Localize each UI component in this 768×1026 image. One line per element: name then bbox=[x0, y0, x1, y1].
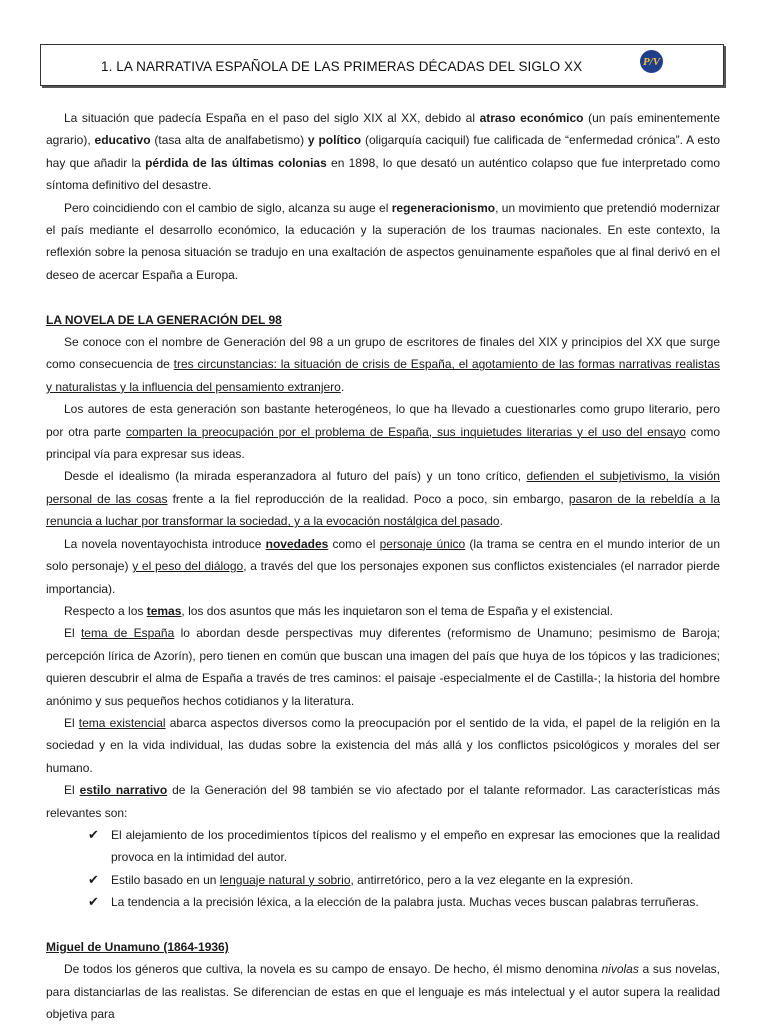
list-item: ✔ El alejamiento de los procedimientos típicos del realismo y el empeño en expresar las emociones que la realidad provoca en la intimidad del autor. bbox=[46, 824, 720, 869]
paragraph: El tema de España lo abordan desde perspectivas muy diferentes (reformismo de Unamuno; pesimismo de Baroja; percepción lírica de Azorín), pero tienen en común que buscan una imagen del país que huya de los tópicos y las tradiciones; quieren descubrir el alma de España a través de tres caminos: el paisaje -especialmente el de Castilla-; la historia del hombre anónimo y sus pequeños hechos cotidianos y la literatura. bbox=[46, 626, 720, 708]
paragraph: Respecto a los temas, los dos asuntos que más les inquietaron son el tema de España y el existencial. bbox=[64, 603, 613, 618]
paragraph: El tema existencial abarca aspectos diversos como la preocupación por el sentido de la vida, el papel de la religión en la sociedad y en la vida individual, las dudas sobre la existencia del más allá y los conflictos psicológicos y morales del ser humano. bbox=[46, 715, 720, 775]
section-heading: Miguel de Unamuno (1864-1936) bbox=[46, 940, 229, 954]
list-item: ✔ Estilo basado en un lenguaje natural y sobrio, antirretórico, pero a la vez elegante en la expresión. bbox=[46, 869, 720, 891]
page-title: 1. LA NARRATIVA ESPAÑOLA DE LAS PRIMERAS DÉCADAS DEL SIGLO XX bbox=[101, 59, 583, 74]
checklist bbox=[46, 824, 720, 914]
paragraph: Desde el idealismo (la mirada esperanzadora al futuro del país) y un tono crítico, defienden el subjetivismo, la visión personal de las cosas frente a la fiel reproducción de la realidad. Poco a poco, sin embargo, pasaron de la rebeldía a la renuncia a luchar por transformar la sociedad, y a la evocación nostálgica del pasado. bbox=[46, 469, 720, 529]
paragraph: Se conoce con el nombre de Generación del 98 a un grupo de escritores de finales del XIX y principios del XX que surge como consecuencia de tres circunstancias: la situación de crisis de España, el agotamiento de las formas narrativas realistas y naturalistas y la influencia del pensamiento extranjero. bbox=[46, 335, 721, 394]
paragraph: Pero coincidiendo con el cambio de siglo, alcanza su auge el regeneracionismo, un movimiento que pretendió modernizar el país mediante el desarrollo económico, la educación y la superación de los traumas nacionales. En este contexto, la reflexión sobre la penosa situación se tradujo en una exaltación de aspectos genuinamente españoles que al final derivó en el deseo de acercar España a Europa. bbox=[46, 200, 720, 282]
title-box bbox=[40, 44, 724, 86]
paragraph: De todos los géneros que cultiva, la novela es su campo de ensayo. De hecho, él mismo denomina nivolas a sus novelas, para distanciarlas de las realistas. Se diferencian de estas en que el lenguaje es más intelectual y el autor supera la realidad objetiva para bbox=[46, 962, 720, 1022]
logo: P/V bbox=[640, 50, 663, 73]
section-heading: LA NOVELA DE LA GENERACIÓN DEL 98 bbox=[46, 312, 282, 327]
paragraph: Los autores de esta generación son bastante heterogéneos, lo que ha llevado a cuestionarles como grupo literario, pero por otra parte comparten la preocupación por el problema de España, sus inquietudes literarias y el uso del ensayo como principal vía para expresar sus ideas. bbox=[46, 402, 720, 462]
check-icon: ✔ bbox=[88, 894, 99, 910]
check-icon: ✔ bbox=[88, 871, 99, 887]
paragraph: La novela noventayochista introduce novedades como el personaje único (la trama se centra en el mundo interior de un solo personaje) y el peso del diálogo, a través del que los personajes exponen sus conflictos existenciales (el narrador pierde importancia). bbox=[46, 536, 720, 596]
paragraph: La situación que padecía España en el paso del siglo XIX al XX, debido al atraso económico (un país eminentemente agrario), educativo (tasa alta de analfabetismo) y político (oligarquía caciquil) fue calificada de “enfermedad crónica”. A esto hay que añadir la pérdida de las últimas colonias en 1898, lo que desató un auténtico colapso que fue interpretado como síntoma definitivo del desastre. bbox=[46, 111, 721, 193]
paragraph: El estilo narrativo de la Generación del 98 también se vio afectado por el talante reformador. Las características más relevantes son: bbox=[46, 783, 720, 820]
list-item: ✔ La tendencia a la precisión léxica, a la elección de la palabra justa. Muchas veces buscan palabras terruñeras. bbox=[46, 891, 720, 913]
document-body bbox=[46, 107, 720, 1026]
check-icon: ✔ bbox=[88, 826, 99, 842]
